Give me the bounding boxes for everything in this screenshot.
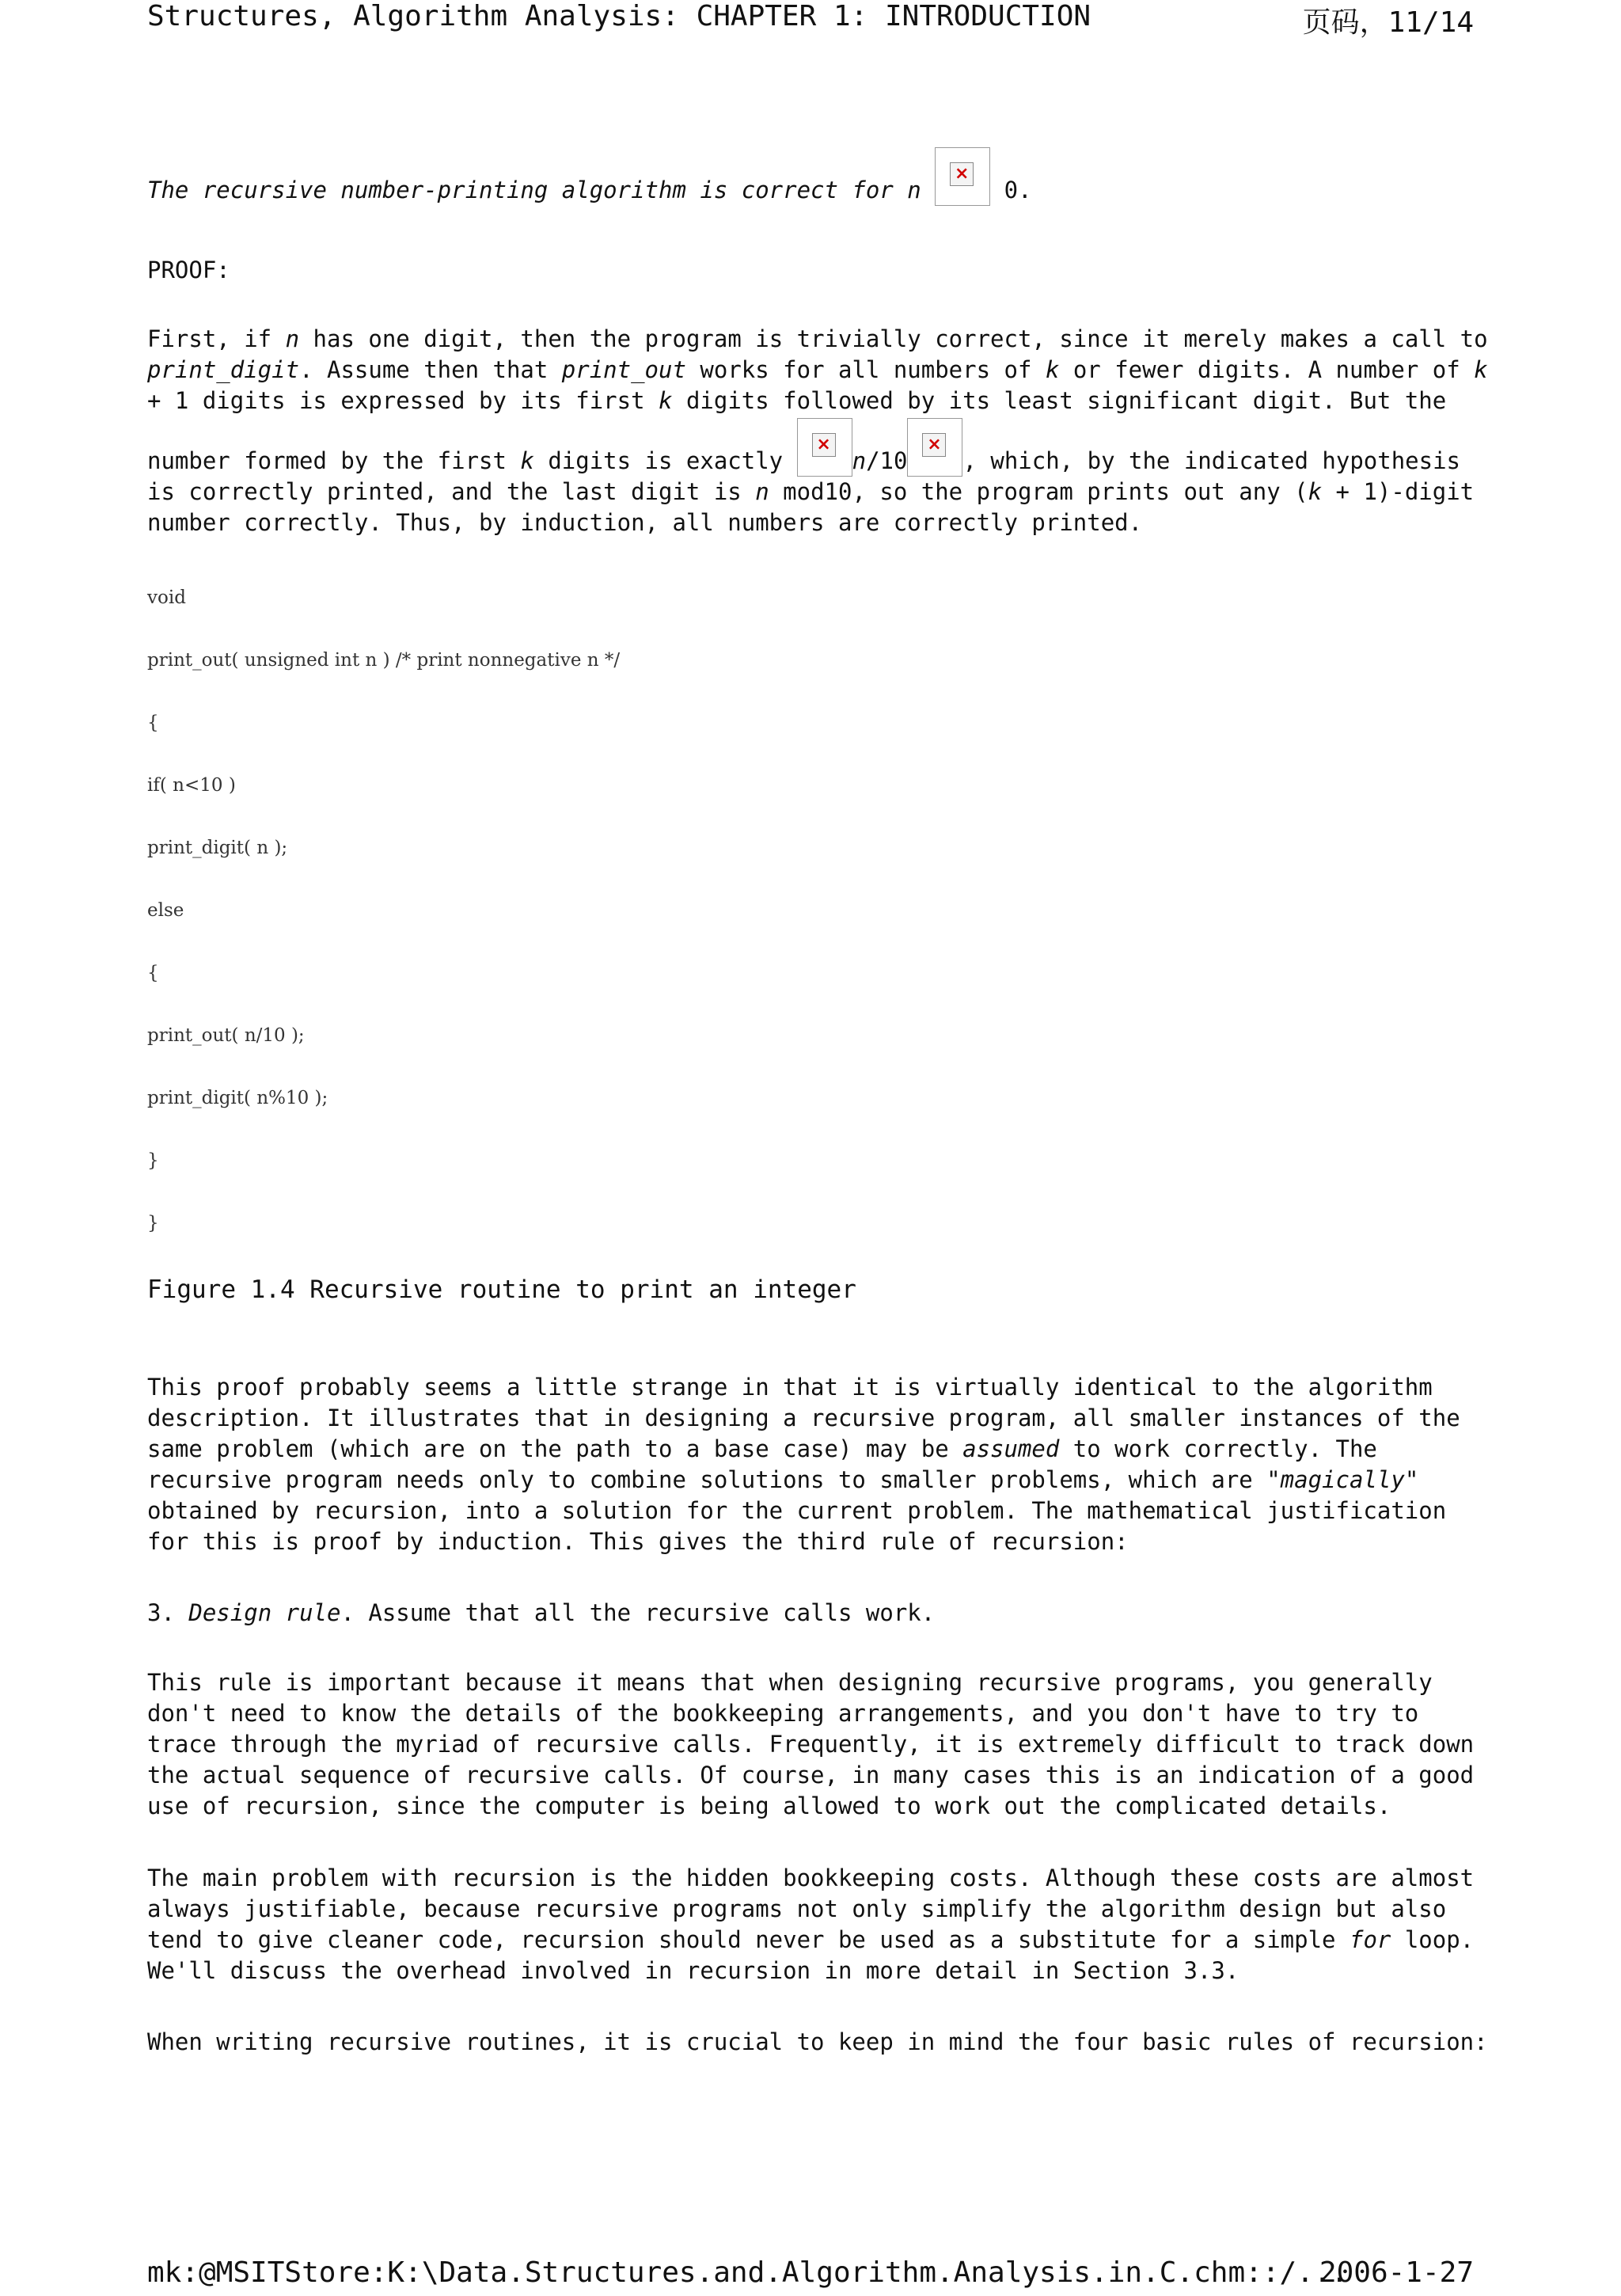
code-line: else (147, 900, 184, 921)
code-line: void (147, 587, 186, 608)
theorem-tail: 0. (1004, 177, 1032, 203)
code-line: { (147, 713, 159, 733)
proof-paragraph-2: number formed by the first k digits is exactly × n/10 × , which, by the indicated hypothesis is correctly printed, and the last digit is n mod10, so the program prints out any (k + 1)-digit number correctly. Thus, by induction, all numbers are correctly printed. (147, 418, 1493, 538)
paragraph-bookkeeping: The main problem with recursion is the hidden bookkeeping costs. Although these costs are almost always justifiable, because recursive programs not only simplify the algorithm design but also tend to give cleaner code, recursion should never be used as a substitute for a simple for loop. We'll discuss the overhead involved in recursion in more detail in Section 3.3. (147, 1865, 1475, 1984)
paragraph-proof-discussion: This proof probably seems a little strange in that it is virtually identical to the algorithm description. It illustrates that in designing a recursive program, all smaller instances of the same problem (which are on the path to a base case) may be assumed to work correctly. The recursive program needs only to combine solutions to smaller problems, which are "magically" obtained by recursion, into a solution for the current problem. The mathematical justification for this is proof by induction. This gives the third rule of recursion: (147, 1374, 1460, 1555)
floor-left-image-icon: × (797, 418, 852, 477)
code-line: } (147, 1150, 159, 1171)
design-rule: 3. Design rule. Assume that all the recursive calls work. (147, 1599, 936, 1626)
theorem-text: The recursive number-printing algorithm is correct for n (147, 177, 921, 203)
broken-image-icon: × (935, 147, 990, 206)
floor-right-image-icon: × (907, 418, 962, 477)
code-line: print_digit( n%10 ); (147, 1088, 328, 1108)
code-line: print_digit( n ); (147, 838, 288, 858)
proof-paragraph-1: First, if n has one digit, then the program is trivially correct, since it merely makes a call to print_digit. Assume then that print_out works for all numbers of k or fewer digits. A number of k + 1 digits is expressed by its first k digits followed by its least significant digit. But the (147, 325, 1488, 414)
figure-caption: Figure 1.4 Recursive routine to print an integer (147, 1275, 856, 1304)
proof-label: PROOF: (147, 257, 230, 283)
page-number: 页码，11/14 (1302, 6, 1474, 39)
paragraph-four-rules: When writing recursive routines, it is crucial to keep in mind the four basic rules of recursion: (147, 2028, 1488, 2055)
code-line: } (147, 1213, 159, 1234)
header-title: Structures, Algorithm Analysis: CHAPTER 1: INTRODUCTION (147, 0, 1091, 32)
paragraph-rule-importance: This rule is important because it means that when designing recursive programs, you generally don't need to know the details of the bookkeeping arrangements, and you don't have to try to trace through the myriad of recursive calls. Frequently, it is extremely difficult to track down the actual sequence of recursive calls. Of course, in many cases this is an indication of a good use of recursion, since the computer is being allowed to work out the complicated details. (147, 1669, 1475, 1819)
page-footer (147, 2256, 1474, 2296)
footer-date: 2006-1-27 (1319, 2256, 1474, 2289)
code-line: print_out( n/10 ); (147, 1025, 305, 1046)
theorem-statement (147, 147, 1493, 206)
footer-path: mk:@MSITStore:K:\Data.Structures.and.Algorithm.Analysis.in.C.chm::/... (147, 2256, 1349, 2289)
code-line: { (147, 963, 159, 983)
code-line: if( n<10 ) (147, 775, 236, 796)
page-header (147, 0, 1474, 40)
code-line: print_out( unsigned int n ) /* print nonnegative n */ (147, 650, 621, 671)
